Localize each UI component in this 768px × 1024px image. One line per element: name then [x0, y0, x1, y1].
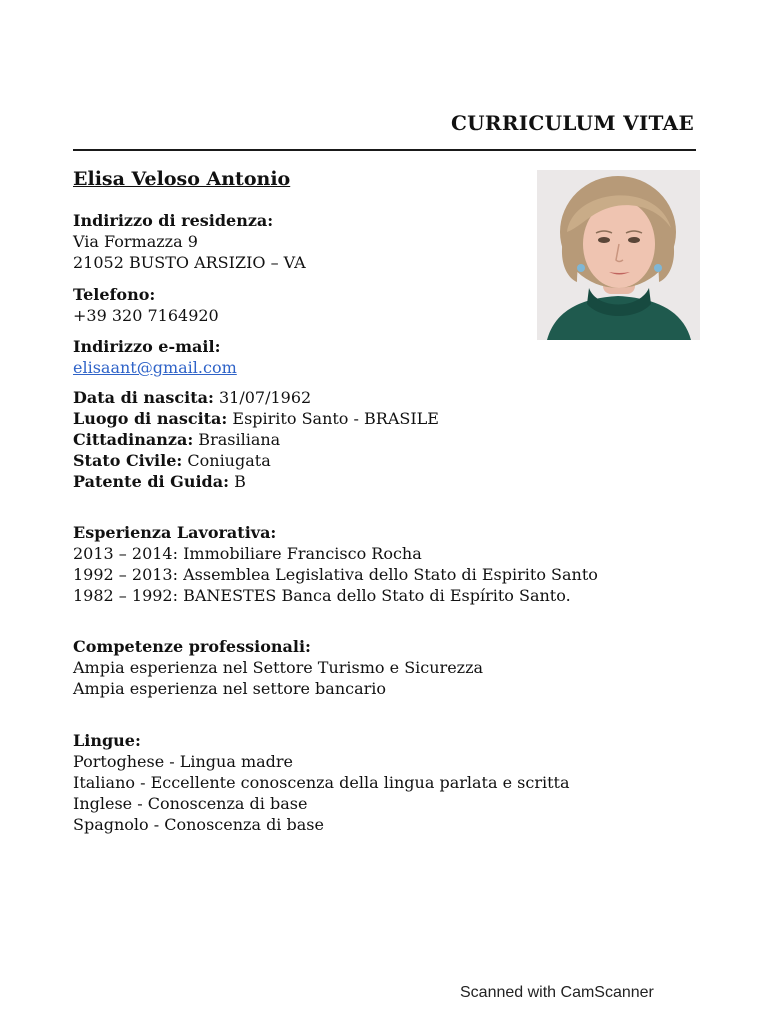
document-title: CURRICULUM VITAE — [450, 111, 694, 135]
marital-status-value: Coniugata — [182, 451, 271, 470]
skill-item: Ampia esperienza nel settore bancario — [73, 679, 387, 698]
title-divider — [73, 149, 696, 151]
language-item: Italiano - Eccellente conoscenza della lingua parlata e scritta — [73, 773, 570, 792]
languages-section — [73, 730, 569, 835]
address-street: Via Formazza 9 — [73, 232, 198, 251]
phone-number: +39 320 7164920 — [73, 306, 219, 325]
language-item: Spagnolo - Conoscenza di base — [73, 815, 324, 834]
profile-photo — [537, 170, 700, 340]
address-section — [73, 210, 306, 273]
email-section — [73, 336, 237, 378]
phone-section — [73, 284, 219, 326]
birth-place-value: Espirito Santo - BRASILE — [227, 409, 439, 428]
marital-status-row — [73, 450, 439, 471]
experience-label: Esperienza Lavorativa: — [73, 523, 277, 542]
skills-label: Competenze professionali: — [73, 637, 311, 656]
experience-item: 1992 – 2013: Assemblea Legislativa dello Stato di Espirito Santo — [73, 565, 598, 584]
email-label: Indirizzo e-mail: — [73, 337, 221, 356]
experience-item: 2013 – 2014: Immobiliare Francisco Rocha — [73, 544, 422, 563]
skills-section — [73, 636, 483, 699]
citizenship-value: Brasiliana — [193, 430, 281, 449]
languages-label: Lingue: — [73, 731, 141, 750]
experience-section — [73, 522, 598, 606]
birth-date-label: Data di nascita: — [73, 388, 214, 407]
phone-label: Telefono: — [73, 285, 156, 304]
marital-status-label: Stato Civile: — [73, 451, 183, 470]
skill-item: Ampia esperienza nel Settore Turismo e Sicurezza — [73, 658, 484, 677]
address-label: Indirizzo di residenza: — [73, 211, 274, 230]
driving-license-row — [73, 471, 439, 492]
candidate-name: Elisa Veloso Antonio — [73, 168, 291, 190]
driving-license-label: Patente di Guida: — [73, 472, 229, 491]
citizenship-label: Cittadinanza: — [73, 430, 194, 449]
citizenship-row — [73, 429, 439, 450]
language-item: Inglese - Conoscenza di base — [73, 794, 308, 813]
language-item: Portoghese - Lingua madre — [73, 752, 294, 771]
scanner-watermark: Scanned with CamScanner — [460, 984, 654, 1001]
driving-license-value: B — [228, 472, 246, 491]
birth-place-row — [73, 408, 439, 429]
experience-item: 1982 – 1992: BANESTES Banca dello Stato di Espírito Santo. — [73, 586, 571, 605]
portrait-illustration — [537, 170, 700, 340]
birth-date-row — [73, 387, 439, 408]
address-city: 21052 BUSTO ARSIZIO – VA — [73, 253, 306, 272]
email-link[interactable]: elisaant@gmail.com — [73, 358, 237, 377]
birth-place-label: Luogo di nascita: — [73, 409, 228, 428]
birth-date-value: 31/07/1962 — [213, 388, 312, 407]
personal-details-section — [73, 387, 439, 492]
